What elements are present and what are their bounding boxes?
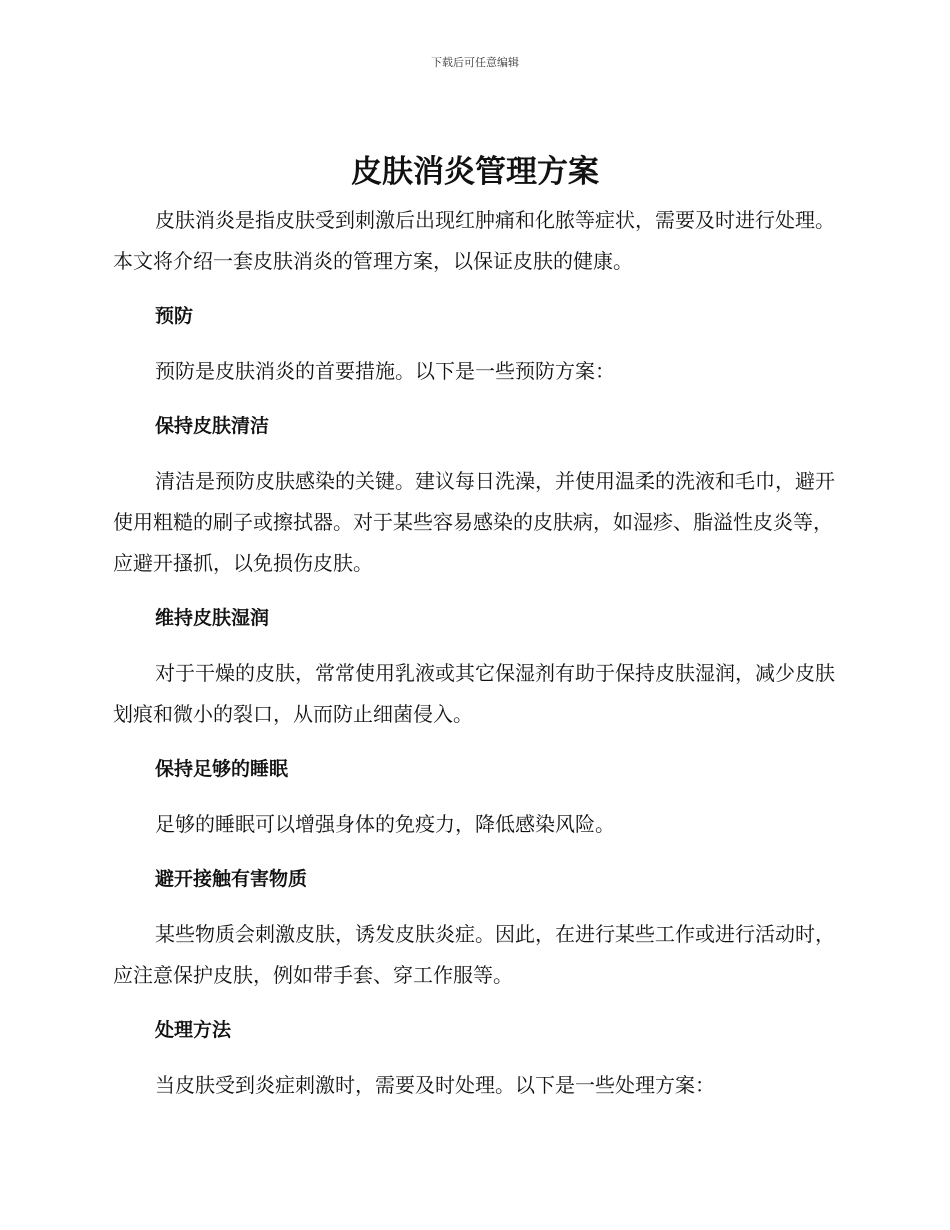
- section-text-treatment: 当皮肤受到炎症刺激时，需要及时处理。以下是一些处理方案：: [155, 1073, 715, 1097]
- section-text-avoid-harmful: 某些物质会刺激皮肤，诱发皮肤炎症。因此，在进行某些工作或进行活动时，应注意保护皮肤，例如带手套、穿工作服等。: [113, 922, 835, 987]
- section-heading-keep-clean: 保持皮肤清洁: [155, 415, 270, 437]
- section-text-keep-moist: 对于干燥的皮肤，常常使用乳液或其它保湿剂有助于保持皮肤湿润，减少皮肤划痕和微小的裂口，从而防止细菌侵入。: [113, 661, 835, 726]
- section-heading-keep-moist: 维持皮肤湿润: [155, 607, 270, 629]
- section-heading-avoid-harmful: 避开接触有害物质: [155, 868, 308, 890]
- section-heading-prevention: 预防: [155, 305, 194, 327]
- section-text-sleep: 足够的睡眠可以增强身体的免疫力，降低感染风险。: [155, 812, 615, 836]
- intro-paragraph: 皮肤消炎是指皮肤受到刺激后出现红肿痛和化脓等症状，需要及时进行处理。本文将介绍一套皮肤消炎的管理方案，以保证皮肤的健康。: [113, 208, 835, 273]
- section-text-keep-clean: 清洁是预防皮肤感染的关键。建议每日洗澡，并使用温柔的洗液和毛巾，避开使用粗糙的刷子或擦拭器。对于某些容易感染的皮肤病，如湿疹、脂溢性皮炎等，应避开搔抓，以免损伤皮肤。: [113, 469, 835, 575]
- section-heading-treatment: 处理方法: [155, 1019, 232, 1041]
- section-heading-sleep: 保持足够的睡眠: [155, 758, 289, 780]
- document-title: 皮肤消炎管理方案: [351, 154, 599, 190]
- page-header: 下载后可任意编辑: [431, 56, 519, 69]
- section-text-prevention: 预防是皮肤消炎的首要措施。以下是一些预防方案：: [155, 359, 615, 383]
- document-body: [113, 200, 837, 1106]
